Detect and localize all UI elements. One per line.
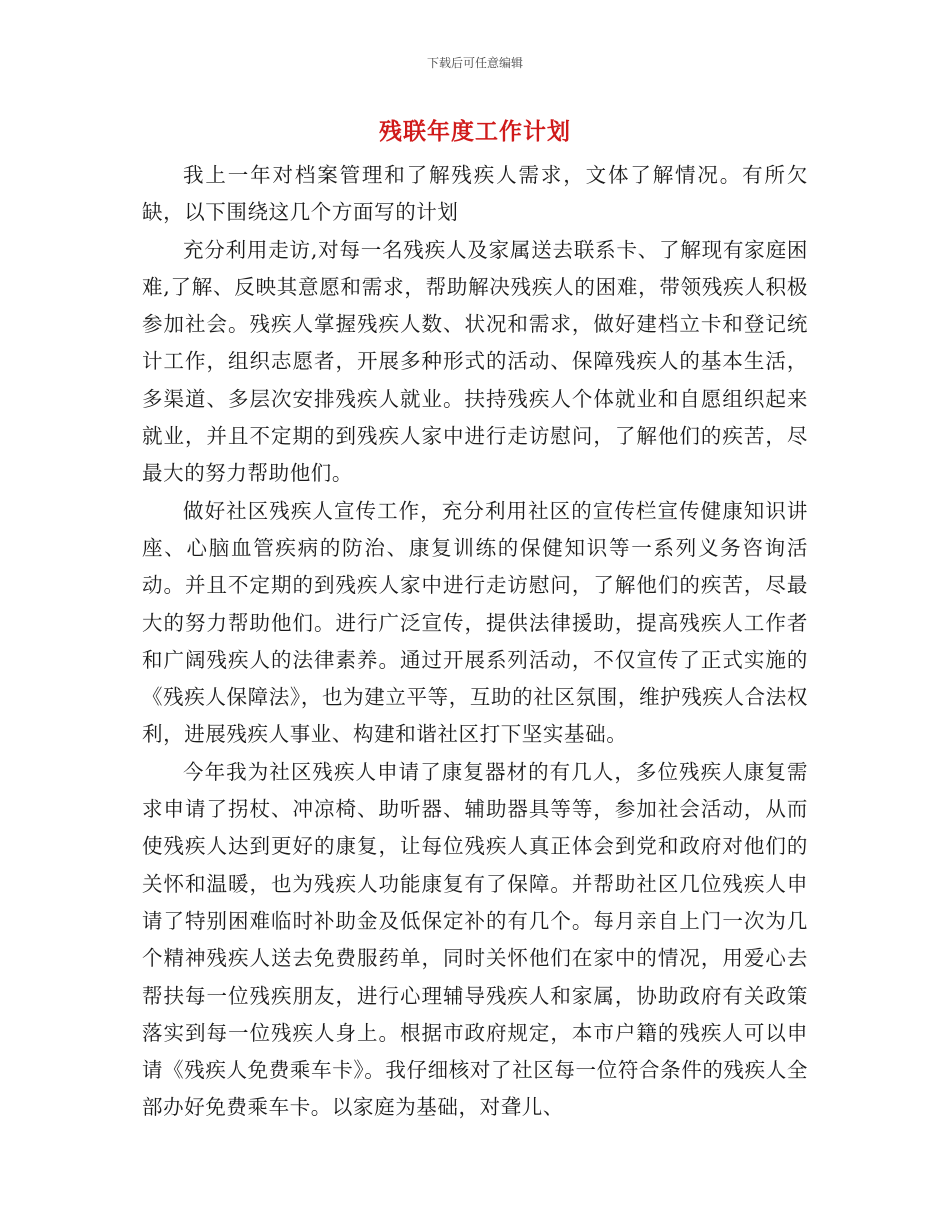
paragraph-publicity: 做好社区残疾人宣传工作，充分利用社区的宣传栏宣传健康知识讲座、心脑血管疾病的防治、康复训练的保健知识等一系列义务咨询活动。并且不定期的到残疾人家中进行走访慰问，了解他们的疾苦，尽最大的努力帮助他们。进行广泛宣传，提供法律援助，提高残疾人工作者和广阔残疾人的法律素养。通过开展系列活动，不仅宣传了正式实施的《残疾人保障法》，也为建立平等，互助的社区氛围，维护残疾人合法权利，进展残疾人事业、构建和谐社区打下坚实基础。 bbox=[142, 498, 808, 747]
header-note: 下载后可任意编辑 bbox=[426, 56, 523, 70]
paragraph-intro: 我上一年对档案管理和了解残疾人需求，文体了解情况。有所欠缺，以下围绕这几个方面写的计划 bbox=[142, 163, 808, 225]
document-body bbox=[142, 157, 808, 1127]
document-title: 残联年度工作计划 bbox=[379, 119, 571, 145]
paragraph-visits: 充分利用走访,对每一名残疾人及家属送去联系卡、了解现有家庭困难,了解、反映其意愿和需求，帮助解决残疾人的困难，带领残疾人积极参加社会。残疾人掌握残疾人数、状况和需求，做好建档立卡和登记统计工作，组织志愿者，开展多种形式的活动、保障残疾人的基本生活，多渠道、多层次安排残疾人就业。扶持残疾人个体就业和自愿组织起来就业，并且不定期的到残疾人家中进行走访慰问，了解他们的疾苦，尽最大的努力帮助他们。 bbox=[142, 237, 808, 486]
paragraph-rehabilitation: 今年我为社区残疾人申请了康复器材的有几人，多位残疾人康复需求申请了拐杖、冲凉椅、助听器、辅助器具等等，参加社会活动，从而使残疾人达到更好的康复，让每位残疾人真正体会到党和政府对他们的关怀和温暖，也为残疾人功能康复有了保障。并帮助社区几位残疾人申请了特别困难临时补助金及低保定补的有几个。每月亲自上门一次为几个精神残疾人送去免费服药单，同时关怀他们在家中的情况，用爱心去帮扶每一位残疾朋友，进行心理辅导残疾人和家属，协助政府有关政策落实到每一位残疾人身上。根据市政府规定，本市户籍的残疾人可以申请《残疾人免费乘车卡》。我仔细核对了社区每一位符合条件的残疾人全部办好免费乘车卡。以家庭为基础，对聋儿、 bbox=[142, 759, 808, 1120]
